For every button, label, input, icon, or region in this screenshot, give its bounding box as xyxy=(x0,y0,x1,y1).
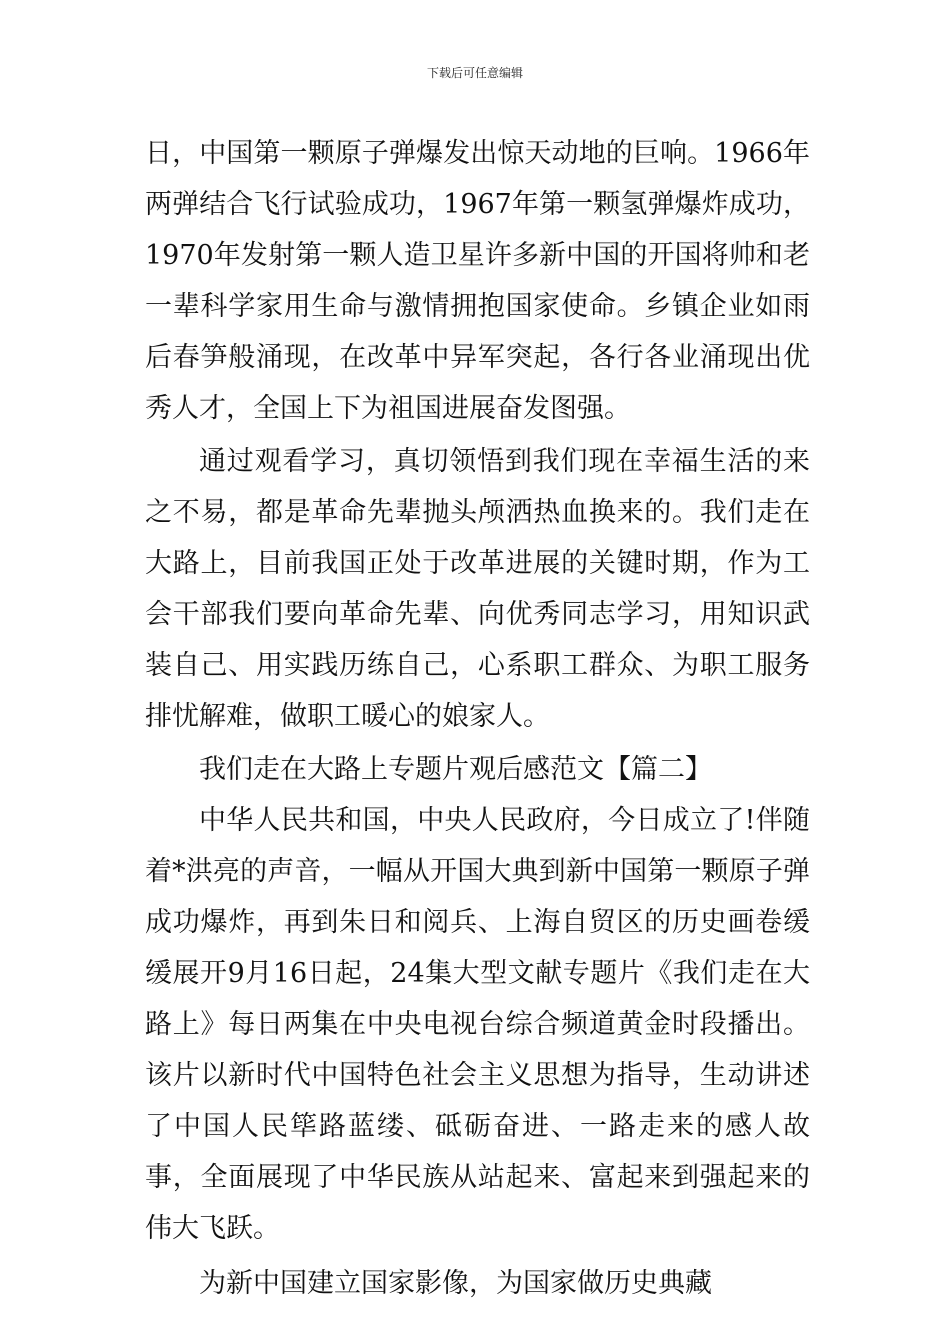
document-body xyxy=(145,128,810,1309)
paragraph: 中华人民共和国，中央人民政府，今日成立了!伴随着*洪亮的声音，一幅从开国大典到新中国第一颗原子弹成功爆炸，再到朱日和阅兵、上海自贸区的历史画卷缓缓展开9月16日起，24集大型文献专题片《我们走在大路上》每日两集在中央电视台综合频道黄金时段播出。该片以新时代中国特色社会主义思想为指导，生动讲述了中国人民筚路蓝缕、砥砺奋进、一路走来的感人故事，全面展现了中华民族从站起来、富起来到强起来的伟大飞跃。 xyxy=(145,805,810,1244)
paragraph: 为新中国建立国家影像，为国家做历史典藏 xyxy=(199,1268,712,1299)
paragraph: 通过观看学习，真切领悟到我们现在幸福生活的来之不易，都是革命先辈抛头颅洒热血换来的。我们走在大路上，目前我国正处于改革进展的关键时期，作为工会干部我们要向革命先辈、向优秀同志学习，用知识武装自己、用实践历练自己，心系职工群众、为职工服务排忧解难，做职工暖心的娘家人。 xyxy=(145,446,810,732)
section-title: 我们走在大路上专题片观后感范文【篇二】 xyxy=(199,754,712,785)
paragraph-continuation: 日，中国第一颗原子弹爆发出惊天动地的巨响。1966年两弹结合飞行试验成功，1967年第一颗氢弹爆炸成功，1970年发射第一颗人造卫星许多新中国的开国将帅和老一辈科学家用生命与激情拥抱国家使命。乡镇企业如雨后春笋般涌现，在改革中异军突起，各行各业涌现出优秀人才，全国上下为祖国进展奋发图强。 xyxy=(145,138,810,424)
page-header: 下载后可任意编辑 xyxy=(426,66,523,80)
